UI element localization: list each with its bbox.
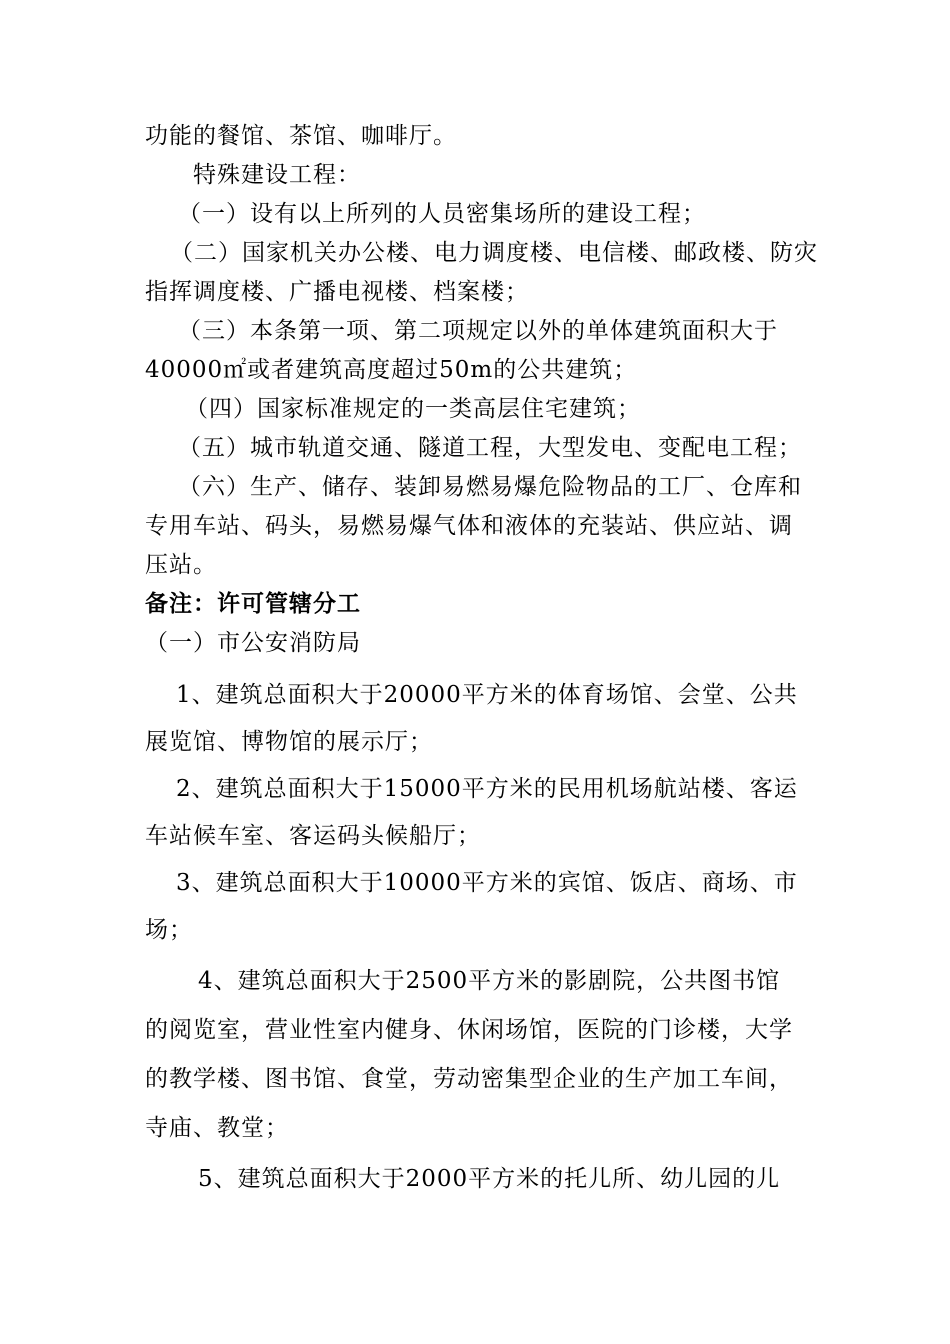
numbered-item: 1、建筑总面积大于20000平方米的体育场馆、会堂、公共 [176,682,798,708]
numbered-item: 5、建筑总面积大于2000平方米的托儿所、幼儿园的儿 [198,1166,781,1192]
text-line: 指挥调度楼、广播电视楼、档案楼； [145,279,529,305]
section-heading: 特殊建设工程： [193,162,361,188]
text-line: 的教学楼、图书馆、食堂，劳动密集型企业的生产加工车间， [145,1066,793,1092]
subsection-heading: （一）市公安消防局 [145,630,361,656]
list-item: （五）城市轨道交通、隧道工程，大型发电、变配电工程； [178,435,802,461]
text-line: 40000㎡或者建筑高度超过50m的公共建筑； [145,357,638,383]
text-line: 场； [145,917,193,943]
numbered-item: 3、建筑总面积大于10000平方米的宾馆、饭店、商场、市 [176,870,798,896]
list-item: （二）国家机关办公楼、电力调度楼、电信楼、邮政楼、防灾 [170,240,818,266]
text-line: 功能的餐馆、茶馆、咖啡厅。 [145,123,457,149]
list-item: （三）本条第一项、第二项规定以外的单体建筑面积大于 [178,318,778,344]
text-line: 展览馆、博物馆的展示厅； [145,729,433,755]
numbered-item: 4、建筑总面积大于2500平方米的影剧院，公共图书馆 [198,968,781,994]
text-line: 压站。 [145,552,217,578]
list-item: （四）国家标准规定的一类高层住宅建筑； [185,396,641,422]
text-line: 专用车站、码头，易燃易爆气体和液体的充装站、供应站、调 [145,513,793,539]
list-item: （六）生产、储存、装卸易燃易爆危险物品的工厂、仓库和 [178,474,802,500]
list-item: （一）设有以上所列的人员密集场所的建设工程； [178,201,706,227]
text-line: 车站候车室、客运码头候船厅； [145,823,481,849]
numbered-item: 2、建筑总面积大于15000平方米的民用机场航站楼、客运 [176,776,798,802]
remark-heading: 备注：许可管辖分工 [145,591,361,617]
text-line: 寺庙、教堂； [145,1115,289,1141]
text-line: 的阅览室，营业性室内健身、休闲场馆，医院的门诊楼，大学 [145,1017,793,1043]
